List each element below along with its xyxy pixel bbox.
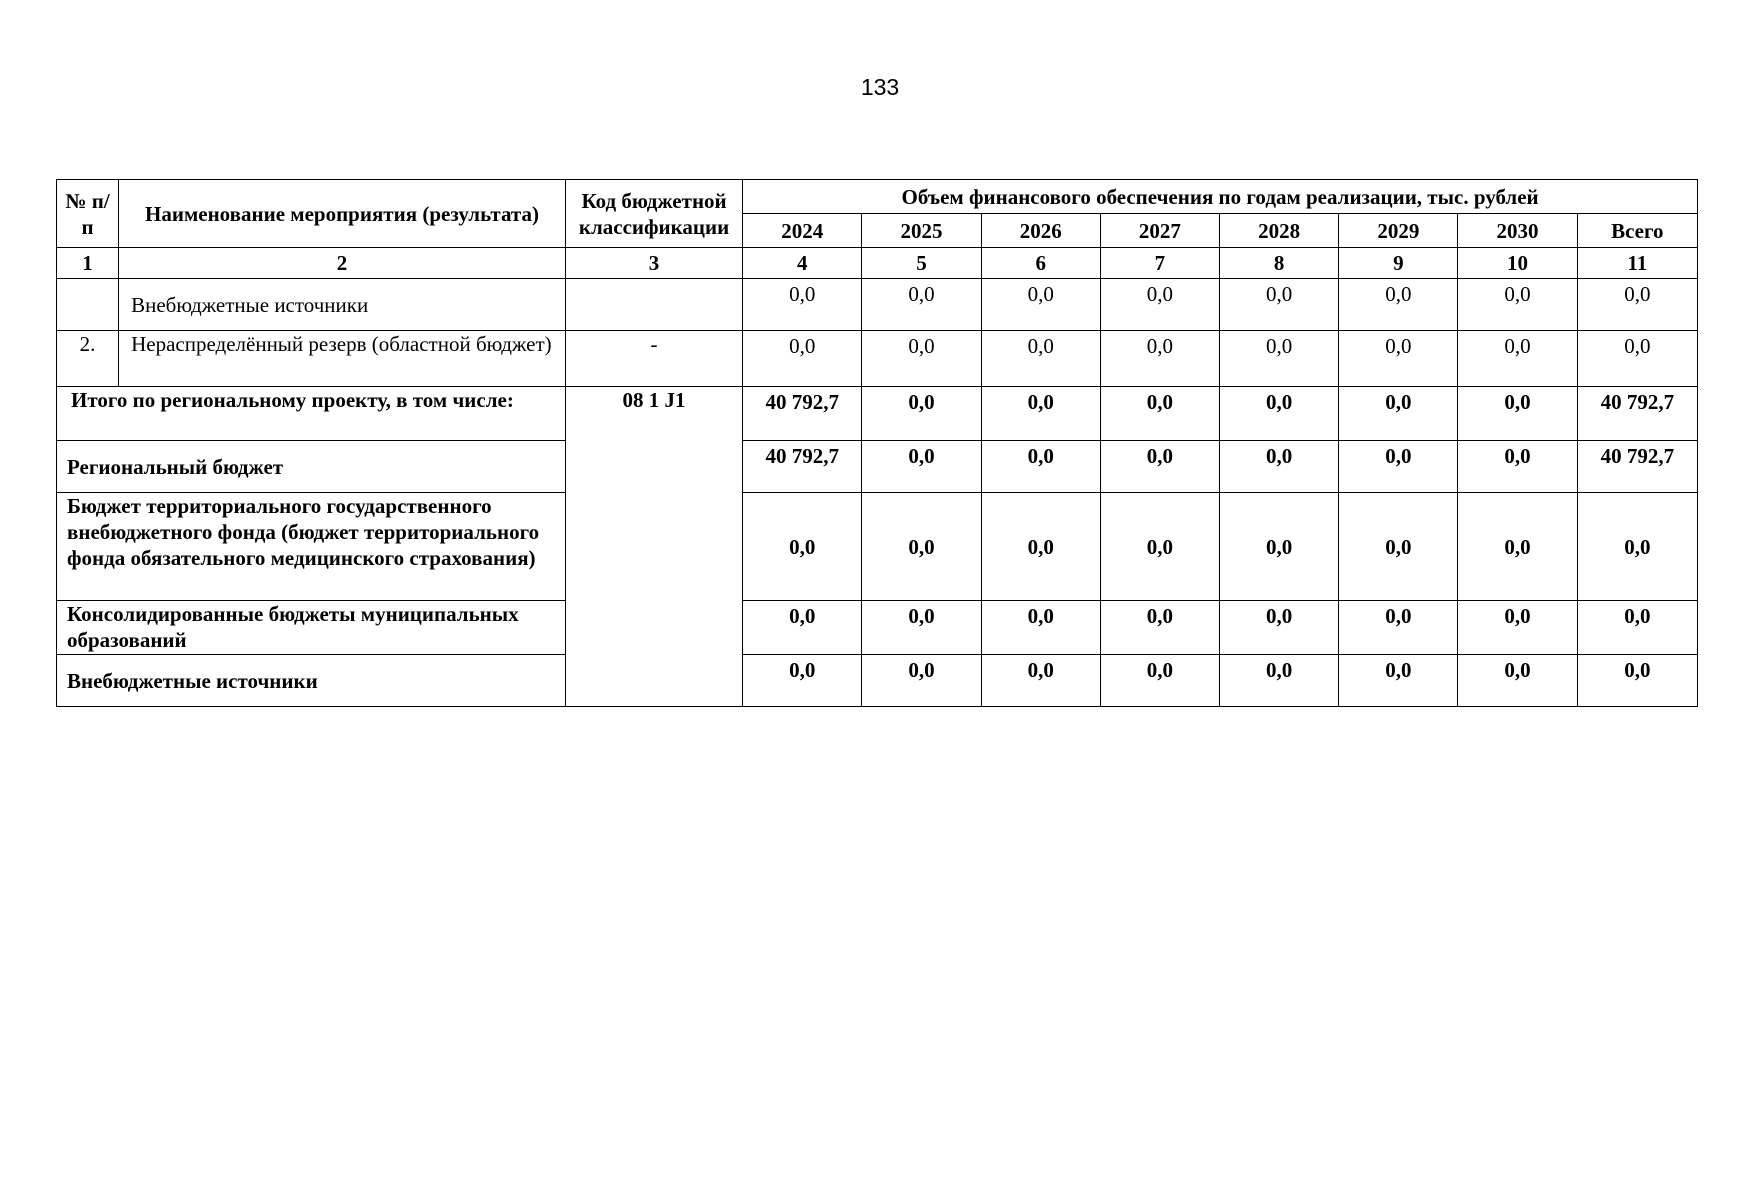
value-cell: 0,0	[862, 601, 981, 655]
value-cell: 0,0	[1577, 279, 1697, 331]
value-cell: 40 792,7	[1577, 387, 1697, 441]
page-number: 133	[860, 74, 900, 100]
value-cell: 0,0	[1458, 387, 1577, 441]
row-num	[57, 279, 119, 331]
value-cell: 0,0	[1220, 601, 1339, 655]
value-cell: 40 792,7	[1577, 441, 1697, 493]
column-number: 7	[1100, 248, 1219, 279]
value-cell: 0,0	[1577, 331, 1697, 387]
value-cell: 0,0	[1458, 331, 1577, 387]
header-year: 2027	[1100, 214, 1219, 248]
value-cell: 0,0	[1339, 493, 1458, 601]
total-row	[57, 441, 1698, 493]
column-number: 6	[981, 248, 1100, 279]
total-name: Бюджет территориального государственного внебюджетного фонда (бюджет территориального фонда обязательного медицинского страхования)	[57, 493, 566, 601]
value-cell: 0,0	[862, 387, 981, 441]
total-name: Итого по региональному проекту, в том числе:	[57, 387, 566, 441]
header-total: Всего	[1577, 214, 1697, 248]
column-number-row	[57, 248, 1698, 279]
header-year: 2024	[743, 214, 862, 248]
value-cell: 0,0	[1100, 331, 1219, 387]
value-cell: 0,0	[1458, 279, 1577, 331]
financing-table	[56, 179, 1698, 707]
header-year: 2028	[1220, 214, 1339, 248]
value-cell: 0,0	[1220, 493, 1339, 601]
total-row	[57, 493, 1698, 601]
value-cell: 0,0	[743, 493, 862, 601]
totals-code: 08 1 J1	[565, 387, 742, 707]
value-cell: 0,0	[1339, 279, 1458, 331]
value-cell: 0,0	[1339, 601, 1458, 655]
column-number: 5	[862, 248, 981, 279]
column-number: 11	[1577, 248, 1697, 279]
total-row	[57, 387, 1698, 441]
value-cell: 0,0	[981, 279, 1100, 331]
value-cell: 0,0	[862, 655, 981, 707]
value-cell: 0,0	[1100, 601, 1219, 655]
value-cell: 0,0	[981, 331, 1100, 387]
total-row	[57, 655, 1698, 707]
row-name: Нераспределённый резерв (областной бюджет)	[119, 331, 566, 387]
value-cell: 0,0	[1100, 655, 1219, 707]
value-cell: 0,0	[1339, 655, 1458, 707]
column-number: 4	[743, 248, 862, 279]
header-year: 2026	[981, 214, 1100, 248]
total-row	[57, 601, 1698, 655]
value-cell: 0,0	[1339, 387, 1458, 441]
row-name: Внебюджетные источники	[119, 279, 566, 331]
value-cell: 0,0	[743, 279, 862, 331]
header-volume: Объем финансового обеспечения по годам реализации, тыс. рублей	[743, 180, 1698, 214]
header-num: № п/п	[57, 180, 119, 248]
value-cell: 0,0	[981, 601, 1100, 655]
value-cell: 40 792,7	[743, 387, 862, 441]
header-year: 2029	[1339, 214, 1458, 248]
value-cell: 0,0	[1100, 387, 1219, 441]
value-cell: 0,0	[1100, 441, 1219, 493]
value-cell: 0,0	[1577, 601, 1697, 655]
header-code: Код бюджетной классификации	[565, 180, 742, 248]
column-number: 2	[119, 248, 566, 279]
column-number: 1	[57, 248, 119, 279]
column-number: 10	[1458, 248, 1577, 279]
value-cell: 0,0	[1458, 493, 1577, 601]
column-number: 3	[565, 248, 742, 279]
value-cell: 0,0	[981, 387, 1100, 441]
value-cell: 0,0	[1220, 279, 1339, 331]
row-code	[565, 279, 742, 331]
value-cell: 0,0	[1577, 493, 1697, 601]
total-name: Консолидированные бюджеты муниципальных образований	[57, 601, 566, 655]
header-year: 2025	[862, 214, 981, 248]
value-cell: 0,0	[1100, 279, 1219, 331]
value-cell: 0,0	[743, 601, 862, 655]
value-cell: 0,0	[862, 493, 981, 601]
table-row	[57, 279, 1698, 331]
value-cell: 0,0	[1339, 441, 1458, 493]
value-cell: 0,0	[1220, 655, 1339, 707]
value-cell: 0,0	[981, 655, 1100, 707]
value-cell: 0,0	[862, 279, 981, 331]
value-cell: 0,0	[1458, 601, 1577, 655]
value-cell: 0,0	[862, 331, 981, 387]
value-cell: 0,0	[981, 493, 1100, 601]
value-cell: 0,0	[1220, 387, 1339, 441]
value-cell: 0,0	[1100, 493, 1219, 601]
value-cell: 0,0	[743, 655, 862, 707]
header-year: 2030	[1458, 214, 1577, 248]
value-cell: 0,0	[1458, 441, 1577, 493]
value-cell: 0,0	[1577, 655, 1697, 707]
header-name: Наименование мероприятия (результата)	[119, 180, 566, 248]
value-cell: 0,0	[862, 441, 981, 493]
value-cell: 0,0	[743, 331, 862, 387]
row-code: -	[565, 331, 742, 387]
value-cell: 0,0	[1220, 331, 1339, 387]
total-name: Региональный бюджет	[57, 441, 566, 493]
column-number: 9	[1339, 248, 1458, 279]
value-cell: 0,0	[1220, 441, 1339, 493]
value-cell: 0,0	[981, 441, 1100, 493]
value-cell: 40 792,7	[743, 441, 862, 493]
total-name: Внебюджетные источники	[57, 655, 566, 707]
value-cell: 0,0	[1339, 331, 1458, 387]
row-num: 2.	[57, 331, 119, 387]
column-number: 8	[1220, 248, 1339, 279]
table-row	[57, 331, 1698, 387]
value-cell: 0,0	[1458, 655, 1577, 707]
